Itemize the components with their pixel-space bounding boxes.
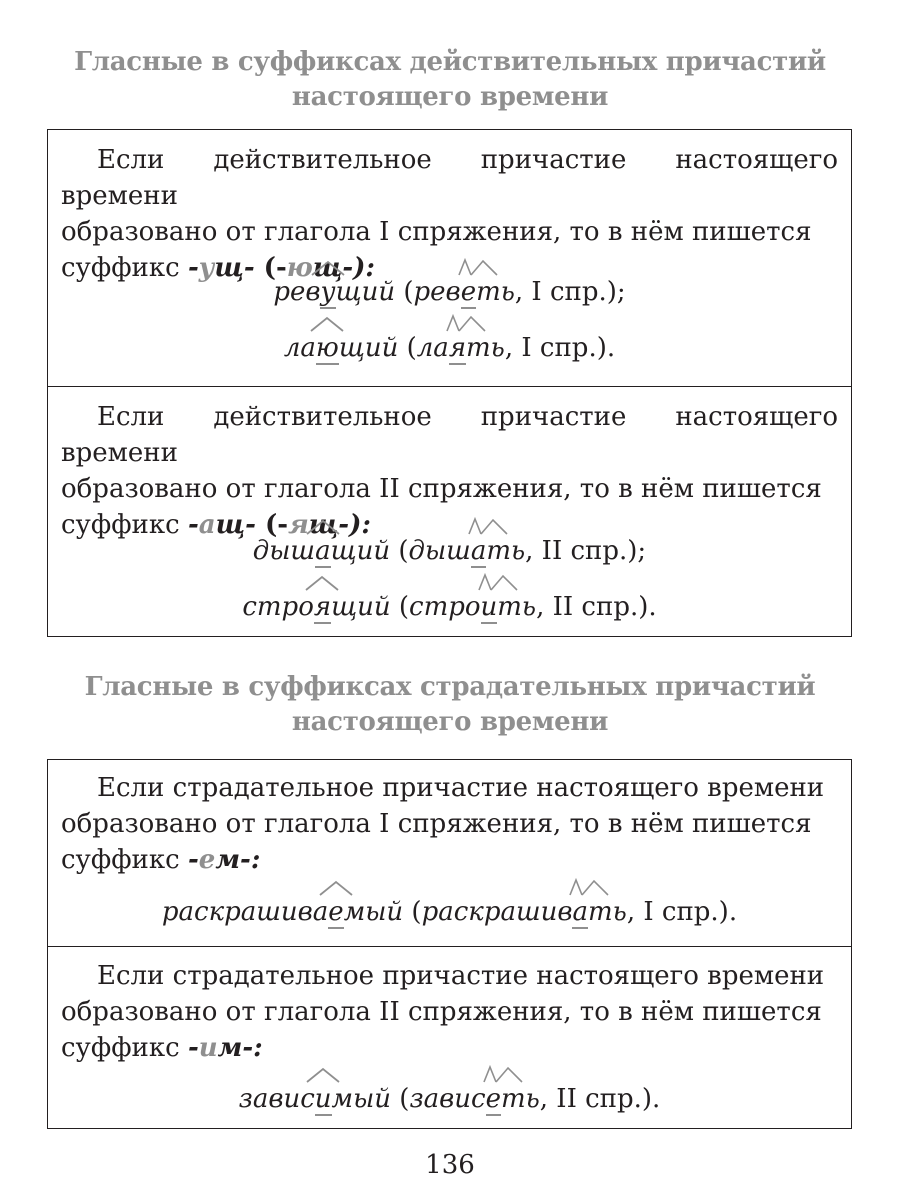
ending-marker: а — [572, 894, 588, 930]
suffix-marker: и — [315, 1081, 332, 1117]
caret-arc-icon — [305, 575, 339, 591]
ending-marker: е — [461, 274, 476, 310]
double-arc-icon — [457, 258, 501, 276]
suffix-label: -ем-: — [187, 845, 261, 875]
section1-title — [60, 45, 840, 115]
caret-arc-icon — [306, 519, 340, 535]
example-line: дыш а щий (дыш а ть, II спр.); — [48, 533, 851, 569]
caret-arc-icon — [311, 260, 345, 276]
suffix-marker: у — [320, 274, 335, 310]
ending-marker: и — [481, 589, 498, 625]
suffix-label: -ащ- (-ящ-): — [187, 510, 371, 540]
example-line: ла ю щий (ла я ть, I спр.). — [48, 330, 851, 366]
section2-title — [60, 670, 840, 740]
caret-arc-icon — [306, 1067, 340, 1083]
rule-section-conjugation-1 — [48, 760, 851, 946]
ending-marker: а — [471, 533, 487, 569]
rule-text: Если действительное причастие настоящего времени образовано от глагола I спряжения, то в нём пишется суффикс -ущ- (-ющ-): — [61, 145, 838, 283]
ending-marker: е — [486, 1081, 501, 1117]
section1-title-line2: настоящего времени — [291, 82, 609, 112]
section2-title-line2: настоящего времени — [291, 707, 609, 737]
rule-section-conjugation-2 — [48, 386, 851, 636]
double-arc-icon — [467, 517, 511, 535]
rule-text: Если действительное причастие настоящего времени образовано от глагола II спряжения, то в нём пишется суффикс -ащ- (-ящ-): — [61, 402, 838, 540]
suffix-marker: е — [328, 894, 343, 930]
double-arc-icon — [445, 314, 489, 332]
rule-box-passive-participles — [47, 759, 852, 1129]
rule-text: Если страдательное причастие настоящего времени образовано от глагола II спряжения, то в нём пишется суффикс -им-: — [61, 961, 825, 1063]
example-line: раскрашива е мый (раскрашив а ть, I спр.). — [48, 894, 851, 930]
suffix-label: -им-: — [187, 1033, 263, 1063]
ending-marker: я — [449, 330, 466, 366]
suffix-marker: а — [315, 533, 331, 569]
example-line: рев у щий (рев е ть, I спр.); — [48, 274, 851, 310]
example-line: стро я щий (стро и ть, II спр.). — [48, 589, 851, 625]
caret-arc-icon — [319, 880, 353, 896]
page-number: 136 — [425, 1150, 475, 1180]
double-arc-icon — [477, 573, 521, 591]
suffix-label: -ущ- (-ющ-): — [187, 253, 376, 283]
caret-arc-icon — [310, 316, 344, 332]
rule-box-active-participles — [47, 129, 852, 637]
rule-text: Если страдательное причастие настоящего времени образовано от глагола I спряжения, то в нём пишется суффикс -ем-: — [61, 773, 825, 875]
suffix-marker: ю — [316, 330, 339, 366]
section1-title-line1: Гласные в суффиксах действительных причастий — [74, 47, 826, 77]
double-arc-icon — [568, 878, 612, 896]
double-arc-icon — [482, 1065, 526, 1083]
rule-section-conjugation-2 — [48, 946, 851, 1127]
rule-section-conjugation-1 — [48, 130, 851, 386]
suffix-marker: я — [314, 589, 331, 625]
section2-title-line1: Гласные в суффиксах страдательных причастий — [84, 672, 816, 702]
example-line: завис и мый (завис е ть, II спр.). — [48, 1081, 851, 1117]
